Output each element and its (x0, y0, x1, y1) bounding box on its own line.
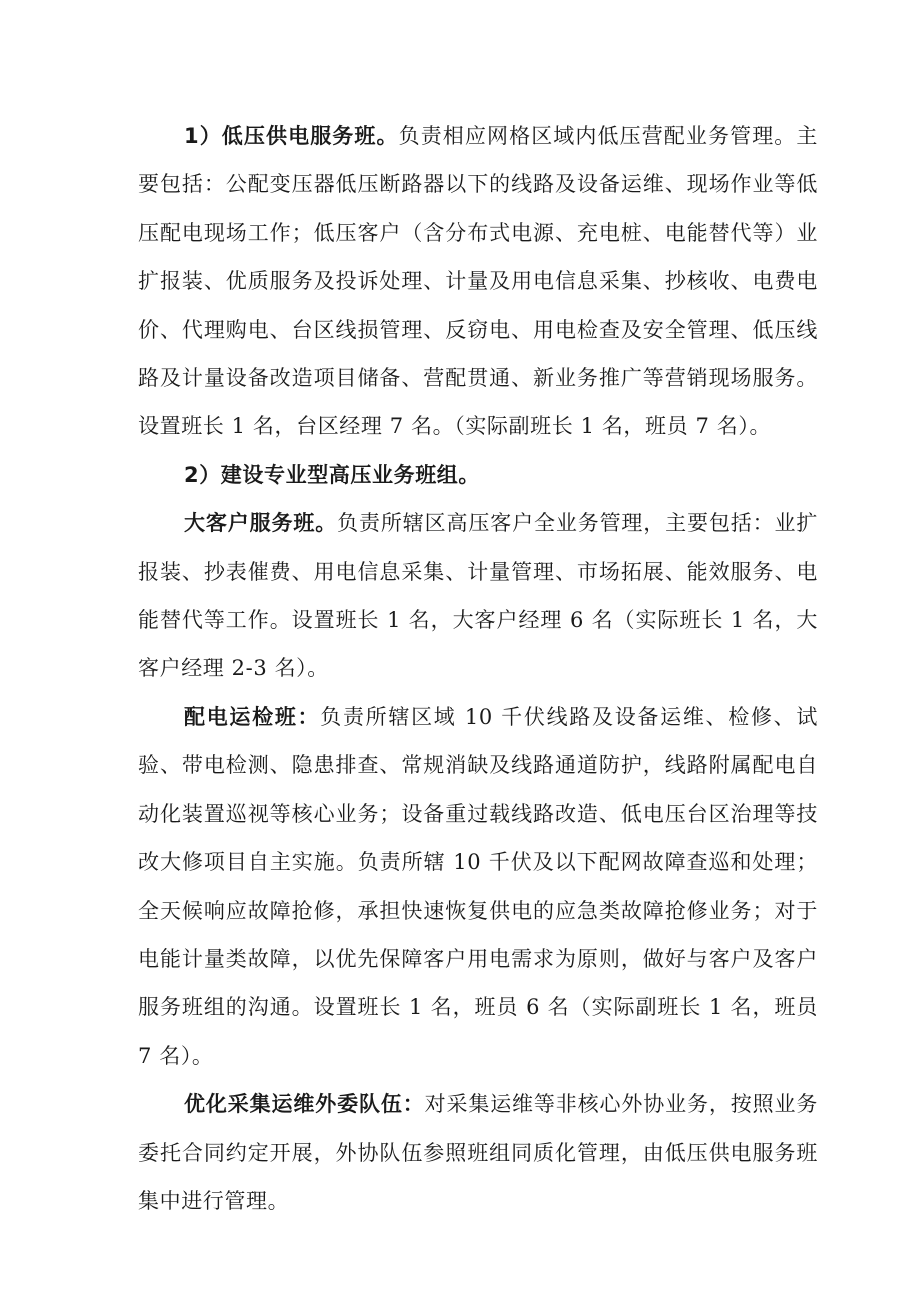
paragraph-heading: 1）低压供电服务班。 (184, 124, 399, 148)
paragraph-distribution-maintenance-team (138, 693, 818, 1080)
paragraph-body: 负责所辖区域 10 千伏线路及设备运维、检修、试验、带电检测、隐患排查、常规消缺及线路通道防护，线路附属配电自动化装置巡视等核心业务；设备重过载线路改造、低电压台区治理等技改大修项目自主实施。负责所辖 10 千伏及以下配网故障查巡和处理；全天候响应故障抢修，承担快速恢复供电的应急类故障抢修业务；对于电能计量类故障，以优先保障客户用电需求为原则，做好与客户及客户服务班组的沟通。设置班长 1 名，班员 6 名（实际副班长 1 名，班员 7 名）。 (138, 704, 818, 1068)
paragraph-high-voltage-team-heading (138, 451, 818, 499)
paragraph-heading: 配电运检班： (184, 704, 321, 729)
paragraph-outsourced-team (138, 1080, 818, 1225)
paragraph-body: 负责所辖区高压客户全业务管理，主要包括：业扩报装、抄表催费、用电信息采集、计量管理、市场拓展、能效服务、电能替代等工作。设置班长 1 名，大客户经理 6 名（实际班长 1 名，大客户经理 2-3 名）。 (138, 511, 819, 681)
paragraph-body: 负责相应网格区域内低压营配业务管理。主要包括：公配变压器低压断路器以下的线路及设备运维、现场作业等低压配电现场工作；低压客户（含分布式电源、充电桩、电能替代等）业扩报装、优质服务及投诉处理、计量及用电信息采集、抄核收、电费电价、代理购电、台区线损管理、反窃电、用电检查及安全管理、低压线路及计量设备改造项目储备、营配贯通、新业务推广等营销现场服务。设置班长 1 名，台区经理 7 名。（实际副班长 1 名，班员 7 名）。 (138, 124, 818, 439)
paragraph-heading: 优化采集运维外委队伍： (184, 1092, 425, 1117)
paragraph-heading: 2）建设专业型高压业务班组。 (184, 462, 481, 487)
document-page (138, 112, 818, 1225)
paragraph-key-account-team (138, 499, 818, 693)
paragraph-body: 对采集运维等非核心外协业务，按照业务委托合同约定开展，外协队伍参照班组同质化管理，由低压供电服务班集中进行管理。 (138, 1092, 818, 1213)
paragraph-heading: 大客户服务班。 (184, 511, 338, 536)
paragraph-low-voltage-service-team (138, 112, 818, 451)
